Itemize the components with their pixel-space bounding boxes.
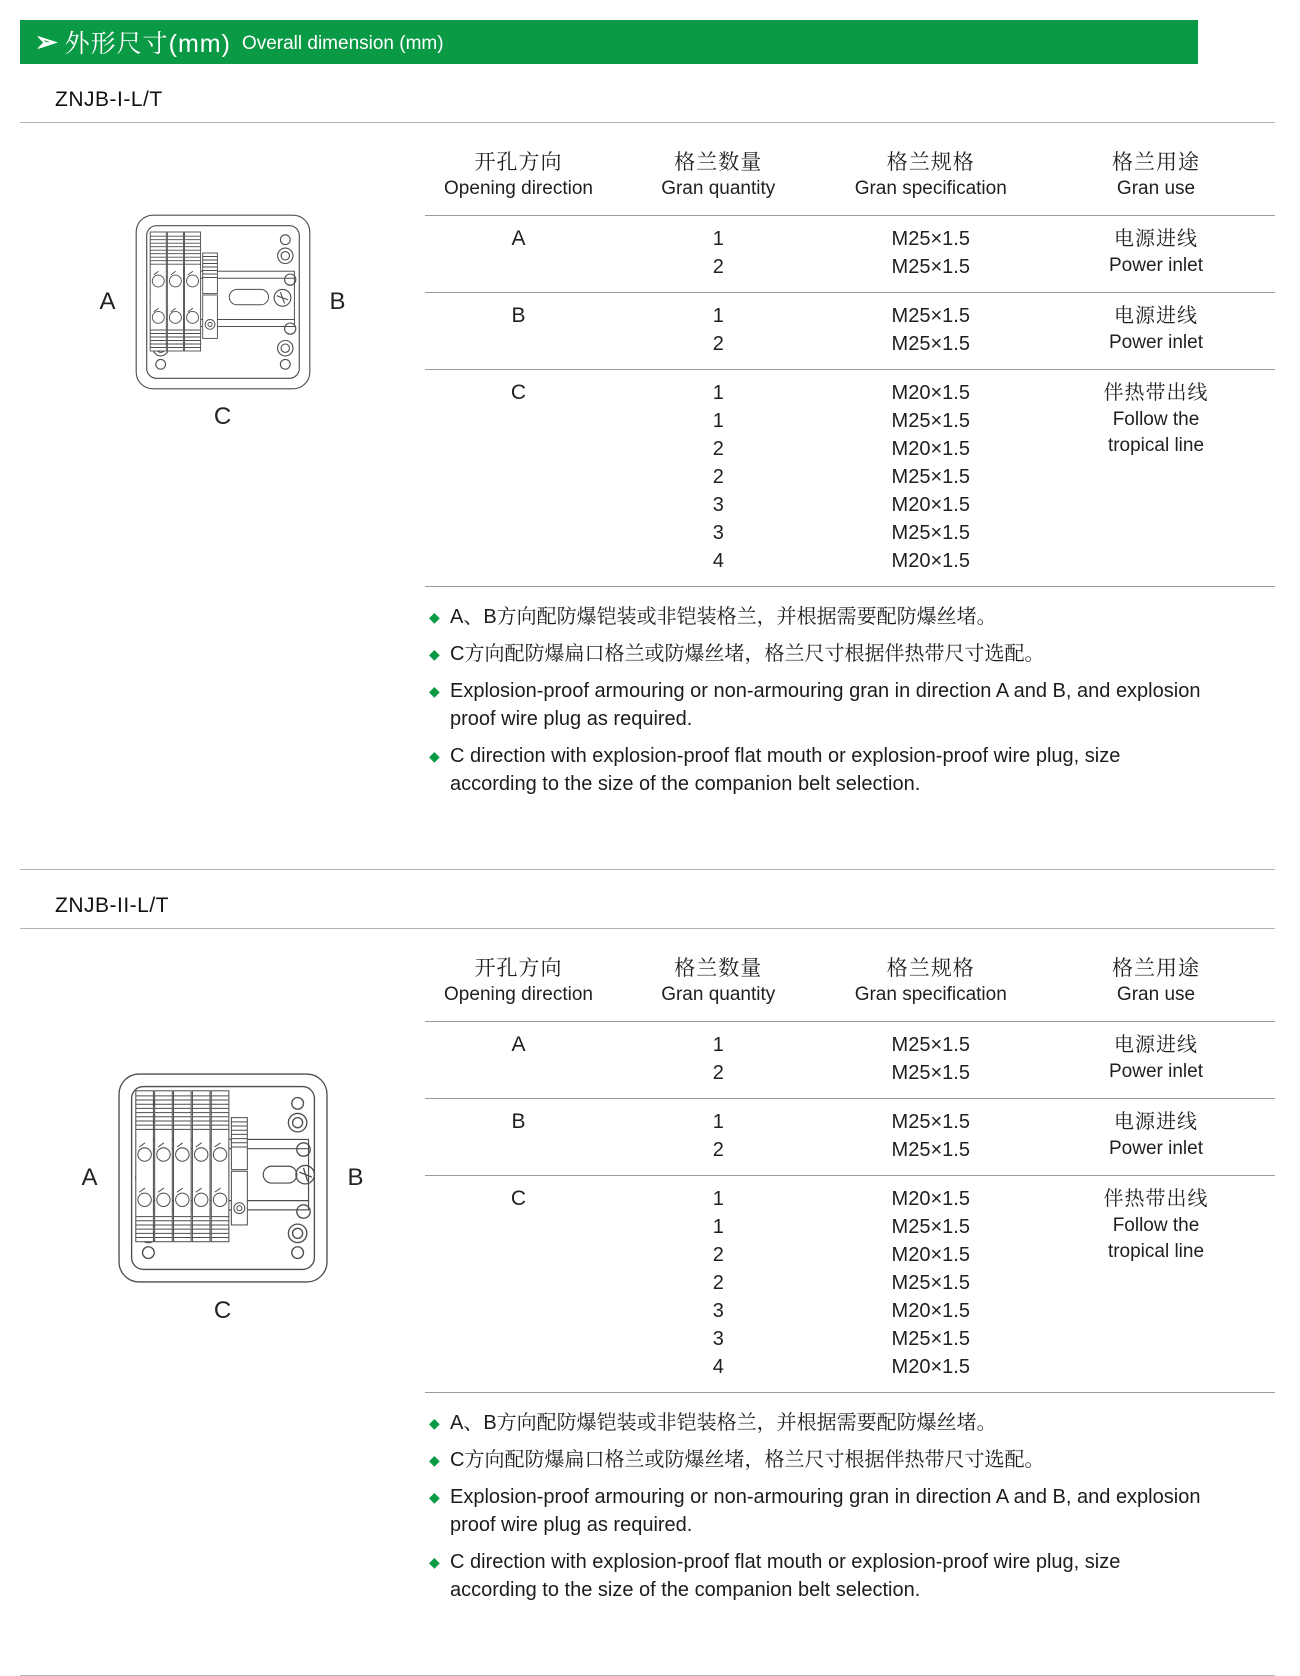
col-label-zh: 格兰用途 <box>1112 957 1200 980</box>
col-gran-quantity <box>612 929 825 1022</box>
quantity-cell <box>612 293 825 370</box>
notes-list <box>427 603 1209 798</box>
spec-value: M20×1.5 <box>891 550 970 572</box>
use-en: Power inlet <box>1109 255 1203 276</box>
section-znjb-i <box>20 88 1275 807</box>
col-label-en: Gran use <box>1116 984 1196 1005</box>
spec-value: M25×1.5 <box>891 1139 970 1161</box>
col-label-en: Opening direction <box>444 178 593 199</box>
quantity-value: 1 <box>712 382 724 404</box>
note-text: C direction with explosion-proof flat mouth or explosion-proof wire plug, size according to the size of the companion belt selection. <box>450 745 1121 795</box>
quantity-value: 2 <box>712 333 724 355</box>
gland-spec-table <box>425 123 1275 587</box>
use-en: Follow the <box>1112 409 1200 430</box>
col-label-zh: 格兰数量 <box>674 957 763 980</box>
terminal-blocks <box>150 232 217 351</box>
table-row-direction-a <box>425 1022 1275 1099</box>
quantity-value: 2 <box>712 1272 724 1294</box>
opening-direction-a-label: A <box>99 288 116 315</box>
spec-value: M20×1.5 <box>891 382 970 404</box>
col-gran-quantity <box>612 123 825 216</box>
quantity-value: 1 <box>712 1111 724 1133</box>
quantity-value: 1 <box>712 1188 724 1210</box>
use-zh: 伴热带出线 <box>1103 1188 1209 1210</box>
col-gran-use <box>1037 123 1275 216</box>
spec-cell <box>825 1022 1038 1099</box>
opening-direction-a-label: A <box>81 1164 98 1191</box>
use-zh: 电源进线 <box>1114 1111 1198 1133</box>
opening-direction-b-label: B <box>347 1164 364 1191</box>
spec-value: M25×1.5 <box>891 1062 970 1084</box>
diamond-bullet-icon: ◆ <box>429 748 440 764</box>
table-header-row <box>425 123 1275 216</box>
direction-cell: C <box>425 1176 612 1393</box>
model-title: ZNJB-I-L/T <box>55 88 163 111</box>
note-text: C方向配防爆扁口格兰或防爆丝堵，格兰尺寸根据伴热带尺寸选配。 <box>450 643 1045 665</box>
direction-cell: A <box>425 1022 612 1099</box>
use-en: Power inlet <box>1109 1138 1203 1159</box>
use-zh: 电源进线 <box>1114 305 1198 327</box>
quantity-value: 1 <box>712 305 724 327</box>
col-label-zh: 格兰规格 <box>886 957 975 980</box>
table-row-direction-a <box>425 216 1275 293</box>
use-cell <box>1037 1176 1275 1393</box>
section-znjb-ii <box>20 894 1275 1613</box>
quantity-value: 2 <box>712 1062 724 1084</box>
quantity-value: 1 <box>712 1034 724 1056</box>
spec-cell <box>825 216 1038 293</box>
note-item <box>427 640 1209 668</box>
notes-list <box>427 1409 1209 1604</box>
use-zh: 电源进线 <box>1114 228 1198 250</box>
opening-direction-c-label: C <box>213 1297 232 1324</box>
spec-value: M25×1.5 <box>891 1328 970 1350</box>
col-label-en: Gran specification <box>854 984 1007 1005</box>
quantity-value: 2 <box>712 256 724 278</box>
spec-cell <box>825 370 1038 587</box>
diagram-column <box>20 123 425 431</box>
col-label-zh: 开孔方向 <box>474 151 563 174</box>
quantity-value: 2 <box>712 1139 724 1161</box>
spec-value: M25×1.5 <box>891 1034 970 1056</box>
col-label-zh: 格兰数量 <box>674 151 763 174</box>
use-cell <box>1037 370 1275 587</box>
use-en: Power inlet <box>1109 332 1203 353</box>
quantity-value: 3 <box>712 1328 724 1350</box>
quantity-value: 4 <box>712 1356 724 1378</box>
spec-value: M20×1.5 <box>891 494 970 516</box>
diamond-bullet-icon: ◆ <box>429 646 440 662</box>
junction-box-diagram <box>99 211 345 431</box>
note-item <box>427 1548 1209 1604</box>
use-cell <box>1037 1022 1275 1099</box>
quantity-value: 1 <box>712 1216 724 1238</box>
diamond-bullet-icon: ◆ <box>429 683 440 699</box>
note-text: Explosion-proof armouring or non-armouring gran in direction A and B, and explosion proof wire plug as required. <box>450 680 1201 730</box>
note-text: C direction with explosion-proof flat mouth or explosion-proof wire plug, size according to the size of the companion belt selection. <box>450 1551 1121 1601</box>
use-cell <box>1037 216 1275 293</box>
spec-value: M25×1.5 <box>891 256 970 278</box>
use-cell <box>1037 1099 1275 1176</box>
note-item <box>427 1483 1209 1539</box>
col-label-en: Gran quantity <box>661 178 776 199</box>
quantity-value: 1 <box>712 228 724 250</box>
spec-value: M25×1.5 <box>891 410 970 432</box>
col-label-zh: 格兰规格 <box>886 151 975 174</box>
note-text: A、B方向配防爆铠装或非铠装格兰，并根据需要配防爆丝堵。 <box>450 1412 997 1434</box>
use-en: Follow the <box>1112 1215 1200 1236</box>
quantity-value: 3 <box>712 522 724 544</box>
spec-value: M25×1.5 <box>891 466 970 488</box>
table-row-direction-b <box>425 1099 1275 1176</box>
col-opening-direction <box>425 123 612 216</box>
gland-spec-table <box>425 929 1275 1393</box>
diamond-bullet-icon: ◆ <box>429 1415 440 1431</box>
section-content <box>20 123 1275 807</box>
use-cell <box>1037 293 1275 370</box>
quantity-cell <box>612 216 825 293</box>
col-label-zh: 格兰用途 <box>1112 151 1200 174</box>
header-title-zh: 外形尺寸(mm) <box>64 30 231 58</box>
col-label-en: Gran quantity <box>661 984 776 1005</box>
col-label-en: Gran specification <box>854 178 1007 199</box>
diamond-bullet-icon: ◆ <box>429 609 440 625</box>
quantity-cell <box>612 370 825 587</box>
diamond-bullet-icon: ◆ <box>429 1554 440 1570</box>
table-row-direction-c <box>425 370 1275 587</box>
spec-value: M20×1.5 <box>891 1356 970 1378</box>
overall-dimension-header-bar <box>20 20 1198 64</box>
table-row-direction-c <box>425 1176 1275 1393</box>
spec-cell <box>825 1099 1038 1176</box>
direction-cell: C <box>425 370 612 587</box>
spec-value: M20×1.5 <box>891 438 970 460</box>
cover-screw <box>274 289 291 306</box>
table-row-direction-b <box>425 293 1275 370</box>
spec-value: M25×1.5 <box>891 228 970 250</box>
table-column <box>425 123 1275 807</box>
use-en: tropical line <box>1107 1241 1205 1262</box>
model-title: ZNJB-II-L/T <box>55 894 169 917</box>
opening-direction-b-label: B <box>329 288 346 315</box>
quantity-value: 3 <box>712 1300 724 1322</box>
note-item <box>427 603 1209 631</box>
junction-box-top-view <box>112 1069 334 1287</box>
section-divider <box>20 869 1275 870</box>
spec-value: M25×1.5 <box>891 1272 970 1294</box>
col-label-en: Gran use <box>1116 178 1196 199</box>
quantity-value: 2 <box>712 438 724 460</box>
header-title-en: Overall dimension (mm) <box>241 32 444 54</box>
quantity-value: 4 <box>712 550 724 572</box>
opening-direction-c-label: C <box>213 403 232 430</box>
note-item <box>427 1409 1209 1437</box>
col-label-en: Opening direction <box>444 984 593 1005</box>
spec-cell <box>825 293 1038 370</box>
use-en: tropical line <box>1107 435 1205 456</box>
col-gran-specification <box>825 123 1038 216</box>
section-content <box>20 929 1275 1613</box>
col-label-zh: 开孔方向 <box>474 957 563 980</box>
note-text: C方向配防爆扁口格兰或防爆丝堵，格兰尺寸根据伴热带尺寸选配。 <box>450 1449 1045 1471</box>
terminal-blocks <box>135 1091 247 1242</box>
spec-value: M25×1.5 <box>891 1216 970 1238</box>
note-text: A、B方向配防爆铠装或非铠装格兰，并根据需要配防爆丝堵。 <box>450 606 997 628</box>
note-item <box>427 677 1209 733</box>
quantity-value: 3 <box>712 494 724 516</box>
use-en: Power inlet <box>1109 1061 1203 1082</box>
spec-value: M25×1.5 <box>891 305 970 327</box>
spec-value: M20×1.5 <box>891 1300 970 1322</box>
direction-cell: B <box>425 1099 612 1176</box>
diamond-bullet-icon: ◆ <box>429 1452 440 1468</box>
spec-value: M20×1.5 <box>891 1188 970 1210</box>
quantity-value: 2 <box>712 1244 724 1266</box>
cover-screw <box>295 1165 313 1183</box>
col-gran-use <box>1037 929 1275 1022</box>
spec-value: M25×1.5 <box>891 333 970 355</box>
quantity-cell <box>612 1176 825 1393</box>
table-column <box>425 929 1275 1613</box>
direction-cell: B <box>425 293 612 370</box>
junction-box-top-view <box>130 211 316 393</box>
note-text: Explosion-proof armouring or non-armouring gran in direction A and B, and explosion proof wire plug as required. <box>450 1486 1201 1536</box>
spec-cell <box>825 1176 1038 1393</box>
quantity-value: 2 <box>712 466 724 488</box>
junction-box-diagram <box>81 1069 363 1325</box>
note-item <box>427 1446 1209 1474</box>
spec-value: M20×1.5 <box>891 1244 970 1266</box>
col-gran-specification <box>825 929 1038 1022</box>
col-opening-direction <box>425 929 612 1022</box>
use-zh: 电源进线 <box>1114 1034 1198 1056</box>
spec-value: M25×1.5 <box>891 1111 970 1133</box>
arrow-icon: ➢ <box>35 26 58 57</box>
direction-cell: A <box>425 216 612 293</box>
use-zh: 伴热带出线 <box>1103 382 1209 404</box>
table-header-row <box>425 929 1275 1022</box>
spec-value: M25×1.5 <box>891 522 970 544</box>
diamond-bullet-icon: ◆ <box>429 1489 440 1505</box>
note-item <box>427 742 1209 798</box>
quantity-cell <box>612 1022 825 1099</box>
diagram-column <box>20 929 425 1325</box>
quantity-value: 1 <box>712 410 724 432</box>
quantity-cell <box>612 1099 825 1176</box>
